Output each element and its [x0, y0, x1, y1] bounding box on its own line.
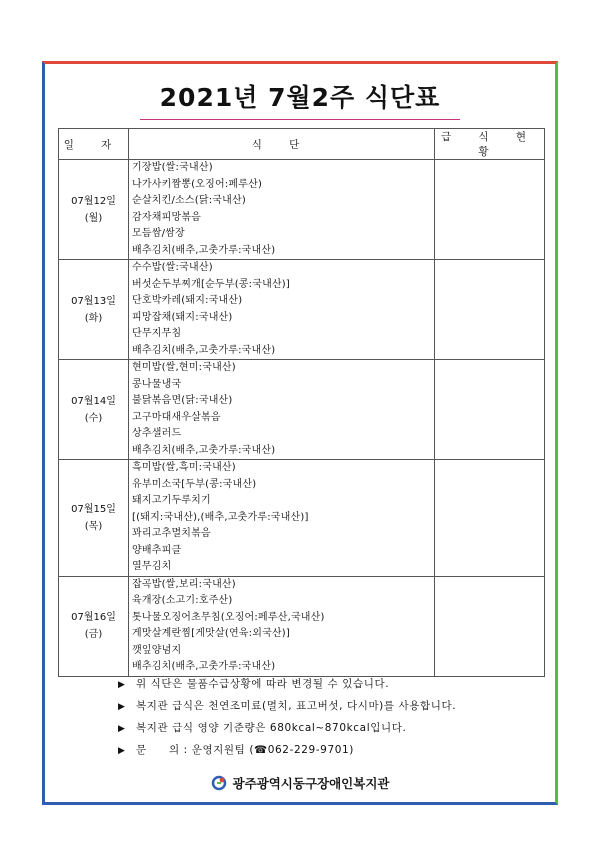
- triangle-bullet-icon: ▶: [118, 680, 126, 690]
- date-label: 07월16일: [71, 612, 116, 623]
- date-cell: [59, 460, 129, 577]
- title-underline: [140, 119, 460, 120]
- date-label: 07월13일: [71, 295, 116, 307]
- menu-item: 유부미소국[두부(콩:국내산): [132, 478, 257, 490]
- status-cell: [435, 260, 545, 360]
- menu-item: 잡곡밥(쌀,보리:국내산): [132, 578, 236, 590]
- status-cell: [435, 576, 545, 676]
- menu-item: 불닭볶음면(닭:국내산): [132, 395, 233, 406]
- menu-item: 상추샐러드: [132, 428, 182, 439]
- weekday-label: (화): [84, 312, 103, 324]
- triangle-bullet-icon: ▶: [118, 702, 126, 712]
- menu-item: 배추김치(배추,고춧가루:국내산): [132, 244, 276, 256]
- header-date: 일 자: [59, 129, 129, 160]
- organization-footer: [0, 774, 600, 792]
- menu-table: [58, 128, 545, 677]
- date-cell: [59, 576, 129, 676]
- note-item: ▶ 위 식단은 물품수급상황에 따라 변경될 수 있습니다.: [118, 673, 558, 695]
- day-row: [59, 576, 545, 676]
- date-label: 07월15일: [71, 503, 116, 515]
- day-row: [59, 460, 545, 577]
- date-cell: [59, 160, 129, 260]
- menu-item: 피망잡채(돼지:국내산): [132, 311, 233, 323]
- triangle-bullet-icon: ▶: [118, 746, 126, 756]
- day-row: [59, 260, 545, 360]
- weekday-label: (월): [84, 212, 103, 224]
- weekday-label: (목): [84, 520, 103, 532]
- menu-item: 감자채피망볶음: [132, 211, 202, 223]
- header-status: 급 식 현 황: [435, 129, 545, 160]
- date-label: 07월12일: [71, 195, 116, 207]
- menu-cell: [129, 576, 435, 676]
- day-row: [59, 360, 545, 460]
- menu-item: 배추김치(배추,고춧가루:국내산): [132, 661, 276, 672]
- note-item: ▶ 복지관 급식은 천연조미료(멸치, 표고버섯, 다시마)를 사용합니다.: [118, 695, 558, 717]
- day-row: [59, 160, 545, 260]
- menu-item: 양배추피클: [132, 544, 182, 556]
- date-cell: [59, 360, 129, 460]
- menu-cell: [129, 360, 435, 460]
- table-header-row: [59, 129, 545, 160]
- triangle-bullet-icon: ▶: [118, 724, 126, 734]
- menu-item: 게맛살계란찜[게맛살(연육:외국산)]: [132, 628, 291, 639]
- menu-cell: [129, 460, 435, 577]
- menu-item: 기장밥(쌀:국내산): [132, 162, 213, 173]
- organization-logo-icon: [211, 775, 227, 791]
- menu-item: 수수밥(쌀:국내산): [132, 262, 213, 273]
- menu-item: 돼지고기두루치기: [132, 495, 211, 506]
- menu-item: 톳나물오징어초무침(오징어:페루산,국내산): [132, 611, 325, 623]
- menu-item: 단호박카레(돼지:국내산): [132, 295, 243, 306]
- menu-cell: [129, 160, 435, 260]
- date-cell: [59, 260, 129, 360]
- weekday-label: (금): [84, 629, 103, 640]
- status-cell: [435, 160, 545, 260]
- menu-item: 꽈리고추멸치볶음: [132, 528, 211, 539]
- menu-item: [(돼지:국내산),(배추,고춧가루:국내산)]: [132, 511, 309, 523]
- menu-item: 모듬쌈/쌈장: [132, 228, 185, 239]
- weekday-label: (수): [84, 412, 103, 424]
- menu-item: 버섯순두부찌개[순두부(콩:국내산)]: [132, 278, 291, 290]
- status-cell: [435, 460, 545, 577]
- organization-name: 광주광역시동구장애인복지관: [232, 776, 390, 791]
- status-cell: [435, 360, 545, 460]
- note-item: ▶ 복지관 급식 영양 기준량은 680kcal~870kcal입니다.: [118, 717, 558, 739]
- menu-item: 배추김치(배추,고춧가루:국내산): [132, 344, 276, 356]
- note-item: ▶ 문 의 : 운영지원팀 (☎062-229-9701): [118, 739, 558, 761]
- menu-item: 흑미밥(쌀,흑미:국내산): [132, 462, 236, 473]
- menu-item: 열무김치: [132, 561, 172, 572]
- menu-item: 단무지무침: [132, 328, 182, 339]
- menu-item: 육개장(소고기:호주산): [132, 595, 233, 606]
- header-menu: 식 단: [129, 129, 435, 160]
- menu-item: 현미밥(쌀,현미:국내산): [132, 362, 236, 373]
- menu-cell: [129, 260, 435, 360]
- menu-item: 콩나물냉국: [132, 378, 182, 390]
- date-label: 07월14일: [71, 395, 116, 407]
- menu-item: 순살치킨/소스(닭:국내산): [132, 195, 246, 206]
- menu-item: 나가사키짬뽕(오징어:페루산): [132, 178, 263, 190]
- menu-item: 고구마대새우살볶음: [132, 411, 221, 423]
- menu-item: 깻잎양념지: [132, 644, 182, 656]
- notes-list: [118, 673, 558, 761]
- menu-item: 배추김치(배추,고춧가루:국내산): [132, 444, 276, 456]
- page-title: 2021년 7월2주 식단표: [159, 83, 441, 112]
